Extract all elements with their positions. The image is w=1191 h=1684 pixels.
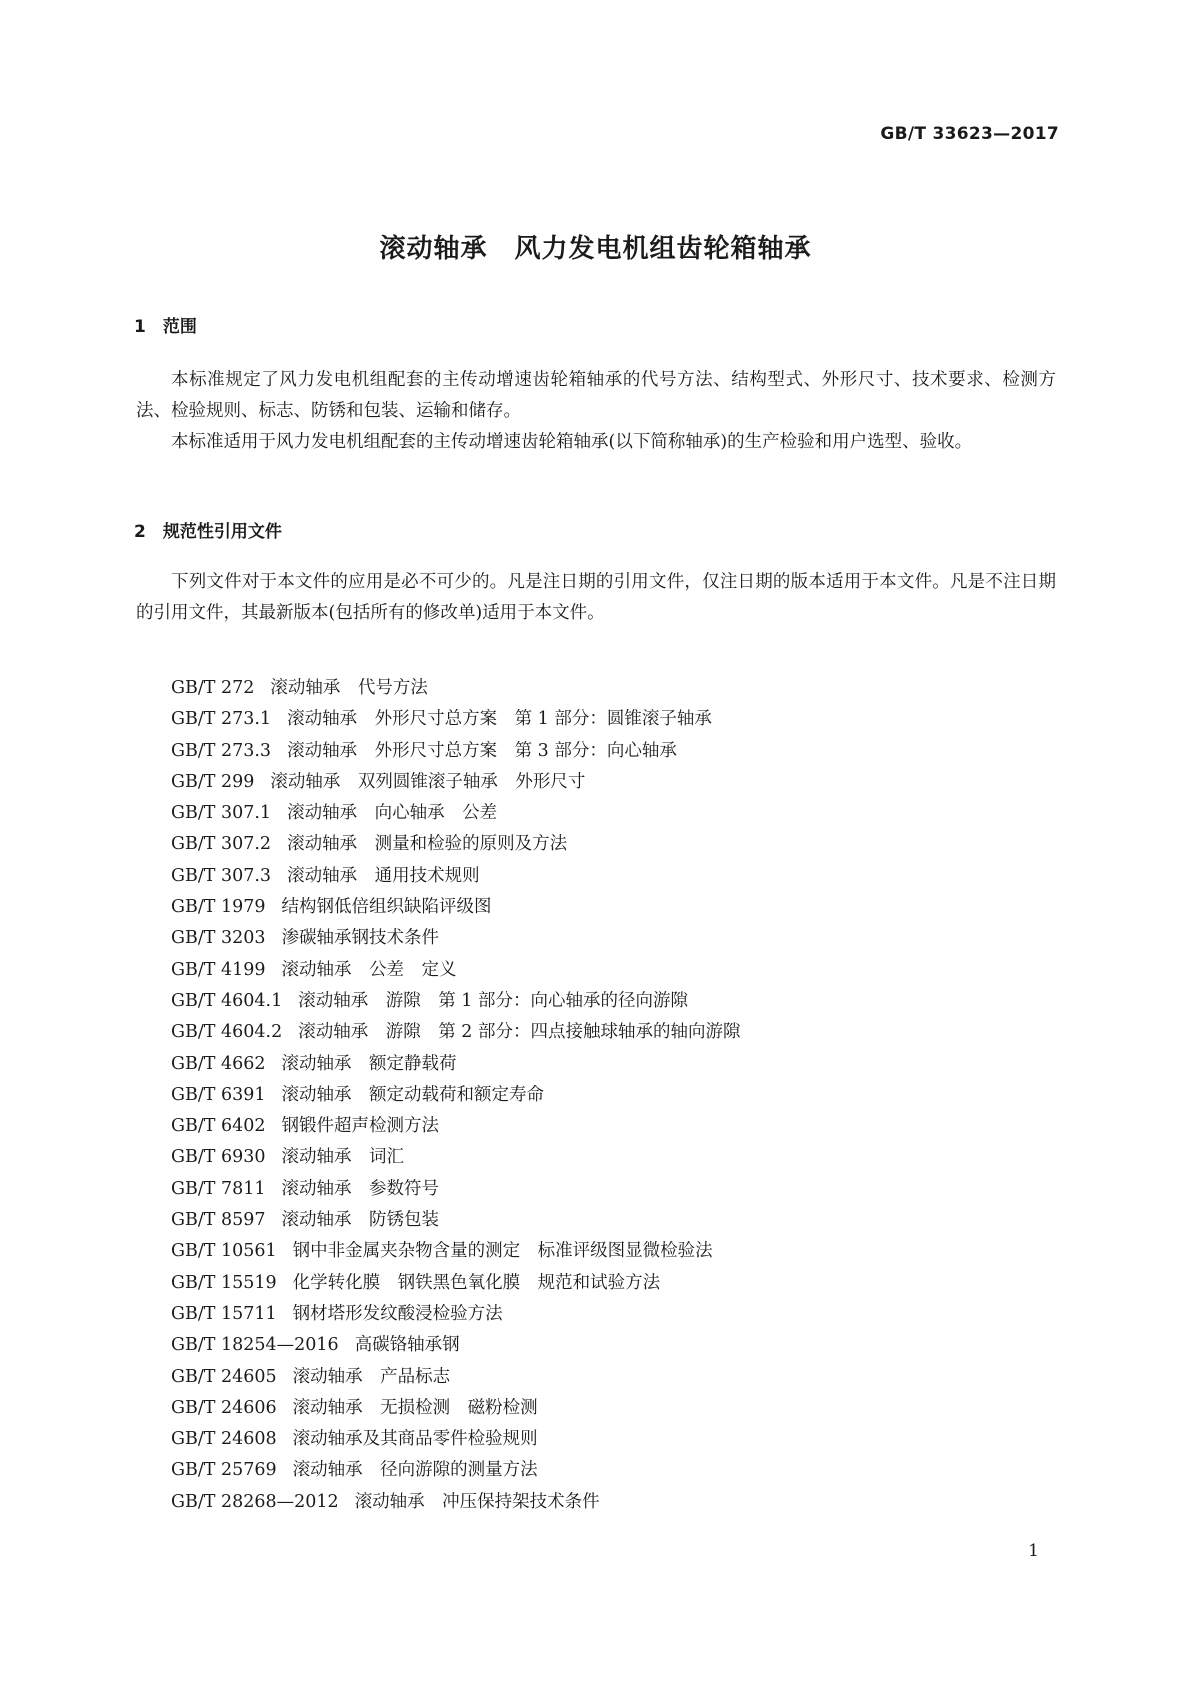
reference-code: GB/T 28268—2012 xyxy=(171,1491,339,1512)
reference-code: GB/T 4199 xyxy=(171,959,266,980)
reference-item xyxy=(171,1236,740,1267)
reference-item xyxy=(171,1080,740,1111)
reference-item xyxy=(171,1205,740,1236)
reference-item xyxy=(171,1362,740,1393)
reference-item xyxy=(171,1330,740,1361)
reference-title: 滚动轴承 外形尺寸总方案 第 1 部分：圆锥滚子轴承 xyxy=(287,709,712,730)
reference-item xyxy=(171,955,740,986)
reference-item xyxy=(171,1268,740,1299)
reference-code: GB/T 6930 xyxy=(171,1147,266,1168)
reference-list xyxy=(171,673,740,1518)
reference-title: 滚动轴承 双列圆锥滚子轴承 外形尺寸 xyxy=(270,771,586,792)
reference-title: 渗碳轴承钢技术条件 xyxy=(281,928,440,949)
section-1-heading: 1 范围 xyxy=(134,317,197,337)
reference-item xyxy=(171,1049,740,1080)
reference-title: 滚动轴承 游隙 第 1 部分：向心轴承的径向游隙 xyxy=(298,990,688,1011)
reference-item xyxy=(171,829,740,860)
reference-item xyxy=(171,767,740,798)
reference-title: 钢中非金属夹杂物含量的测定 标准评级图显微检验法 xyxy=(292,1241,713,1262)
reference-title: 滚动轴承 径向游隙的测量方法 xyxy=(292,1460,538,1481)
reference-code: GB/T 10561 xyxy=(171,1241,277,1262)
reference-title: 滚动轴承 额定动载荷和额定寿命 xyxy=(281,1084,545,1105)
reference-item xyxy=(171,1424,740,1455)
reference-item xyxy=(171,1455,740,1486)
page-number: 1 xyxy=(1028,1541,1039,1561)
reference-title: 钢锻件超声检测方法 xyxy=(281,1116,440,1137)
reference-title: 高碳铬轴承钢 xyxy=(354,1335,460,1356)
reference-item xyxy=(171,1174,740,1205)
reference-code: GB/T 307.3 xyxy=(171,865,272,886)
reference-code: GB/T 24605 xyxy=(171,1366,277,1387)
reference-title: 滚动轴承 参数符号 xyxy=(281,1178,440,1199)
reference-item xyxy=(171,798,740,829)
reference-code: GB/T 1979 xyxy=(171,897,266,918)
reference-code: GB/T 272 xyxy=(171,678,255,698)
reference-code: GB/T 307.2 xyxy=(171,834,272,855)
reference-code: GB/T 273.3 xyxy=(171,740,272,761)
reference-title: 滚动轴承 额定静载荷 xyxy=(281,1053,457,1074)
reference-item xyxy=(171,892,740,923)
section-1-paragraph-1: 本标准规定了风力发电机组配套的主传动增速齿轮箱轴承的代号方法、结构型式、外形尺寸、技术要求、检测方法、检验规则、标志、防锈和包装、运输和储存。 xyxy=(136,370,1056,421)
reference-code: GB/T 3203 xyxy=(171,928,266,949)
reference-title: 滚动轴承 测量和检验的原则及方法 xyxy=(287,834,568,855)
reference-code: GB/T 24606 xyxy=(171,1397,277,1418)
reference-title: 滚动轴承 游隙 第 2 部分：四点接触球轴承的轴向游隙 xyxy=(298,1022,741,1043)
reference-code: GB/T 4604.2 xyxy=(171,1022,283,1043)
reference-item xyxy=(171,1142,740,1173)
document-title: 滚动轴承 风力发电机组齿轮箱轴承 xyxy=(379,234,812,264)
reference-item xyxy=(171,1393,740,1424)
reference-code: GB/T 4662 xyxy=(171,1053,266,1074)
reference-title: 滚动轴承 产品标志 xyxy=(292,1366,451,1387)
reference-title: 结构钢低倍组织缺陷评级图 xyxy=(281,897,492,918)
reference-item xyxy=(171,673,740,704)
reference-title: 滚动轴承 无损检测 磁粉检测 xyxy=(292,1397,538,1418)
section-2-heading: 2 规范性引用文件 xyxy=(134,522,282,542)
reference-title: 滚动轴承 冲压保持架技术条件 xyxy=(354,1491,600,1512)
reference-title: 滚动轴承 防锈包装 xyxy=(281,1210,440,1231)
reference-code: GB/T 18254—2016 xyxy=(171,1335,339,1356)
reference-item xyxy=(171,986,740,1017)
reference-title: 滚动轴承 代号方法 xyxy=(270,678,428,698)
reference-code: GB/T 15519 xyxy=(171,1272,277,1293)
reference-item xyxy=(171,736,740,767)
reference-code: GB/T 25769 xyxy=(171,1460,277,1481)
section-2-paragraph-1: 下列文件对于本文件的应用是必不可少的。凡是注日期的引用文件，仅注日期的版本适用于本文件。凡是不注日期的引用文件，其最新版本(包括所有的修改单)适用于本文件。 xyxy=(136,572,1056,623)
reference-code: GB/T 24608 xyxy=(171,1429,277,1450)
reference-title: 滚动轴承 外形尺寸总方案 第 3 部分：向心轴承 xyxy=(287,740,677,761)
reference-item xyxy=(171,1111,740,1142)
reference-item xyxy=(171,1299,740,1330)
reference-code: GB/T 6391 xyxy=(171,1084,266,1105)
reference-title: 滚动轴承及其商品零件检验规则 xyxy=(292,1429,538,1450)
reference-code: GB/T 273.1 xyxy=(171,709,272,730)
reference-title: 滚动轴承 通用技术规则 xyxy=(287,865,480,886)
standard-number: GB/T 33623—2017 xyxy=(880,124,1059,144)
reference-code: GB/T 6402 xyxy=(171,1116,266,1137)
reference-item xyxy=(171,923,740,954)
reference-code: GB/T 299 xyxy=(171,771,255,792)
reference-code: GB/T 15711 xyxy=(171,1303,277,1324)
reference-code: GB/T 307.1 xyxy=(171,803,272,824)
reference-code: GB/T 8597 xyxy=(171,1210,266,1231)
reference-title: 滚动轴承 词汇 xyxy=(281,1147,405,1168)
reference-item xyxy=(171,861,740,892)
reference-item xyxy=(171,1487,740,1518)
reference-title: 滚动轴承 向心轴承 公差 xyxy=(287,803,498,824)
section-1-paragraph-2: 本标准适用于风力发电机组配套的主传动增速齿轮箱轴承(以下简称轴承)的生产检验和用户选型、验收。 xyxy=(171,432,973,452)
reference-item xyxy=(171,704,740,735)
reference-code: GB/T 7811 xyxy=(171,1178,266,1199)
reference-title: 化学转化膜 钢铁黑色氧化膜 规范和试验方法 xyxy=(292,1272,661,1293)
reference-code: GB/T 4604.1 xyxy=(171,990,283,1011)
reference-title: 钢材塔形发纹酸浸检验方法 xyxy=(292,1303,503,1324)
reference-item xyxy=(171,1017,740,1048)
reference-title: 滚动轴承 公差 定义 xyxy=(281,959,457,980)
